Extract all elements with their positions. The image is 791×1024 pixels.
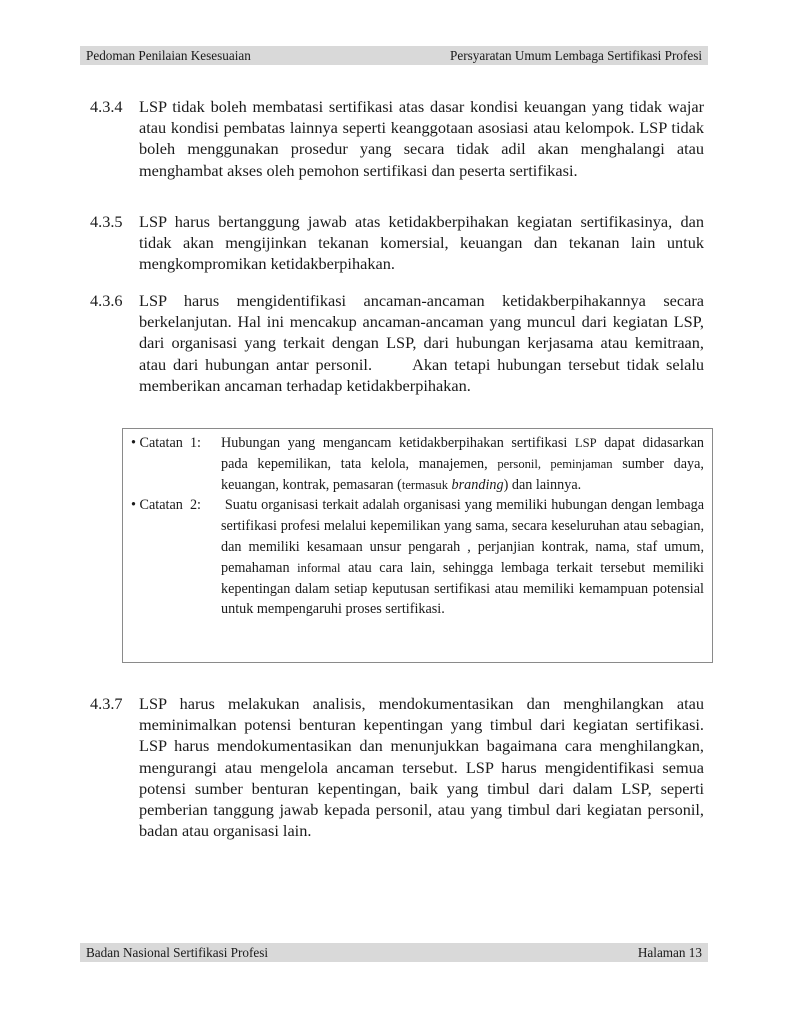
clause-4-3-7 <box>90 693 704 841</box>
header-document-title: Pedoman Penilaian Kesesuaian <box>86 48 251 63</box>
clause-number: 4.3.4 <box>90 97 123 116</box>
note-text-part: atau cara lain, sehingga lembaga terkait tersebut memiliki kepentingan dalam setiap keputusan sertifikasi atau memiliki kemampuan potensial untuk mempengaruhi proses sertifikasi. <box>221 559 705 618</box>
notes-box <box>122 428 713 663</box>
note-text-part: Suatu organisasi terkait adalah organisasi yang memiliki hubungan dengan lembaga sertifikasi profesi melalui kepemilikan yang sama, secara keseluruhan atau sebagian, dan memiliki kesamaan unsur pengarah , perjanjian kontrak, nama, staf umum, pemahaman <box>221 497 708 576</box>
note-text-part: Hubungan yang mengancam ketidakberpihakan sertifikasi <box>221 435 575 451</box>
note-text-part: ) dan lainnya. <box>503 476 582 493</box>
clause-text: LSP tidak boleh membatasi sertifikasi atas dasar kondisi keuangan yang tidak wajar atau kondisi pembatas lainnya seperti keanggotaan asosiasi atau kelompok. LSP tidak boleh menggunakan prosedur yang secara tidak adil akan menghalangi atau menghambat akses oleh pemohon sertifikasi dan peserta sertifikasi. <box>139 97 704 180</box>
clause-text: LSP harus mengidentifikasi ancaman-ancaman ketidakberpihakannya secara berkelanjutan. Hal ini mencakup ancaman-ancaman yang muncul dari kegiatan LSP, dari organisasi yang terkait dengan LSP, dari hubungan kerjasama atau kemitraan, atau dari hubungan antar personil. Akan tetapi hubungan tersebut tidak selalu memberikan ancaman terhadap ketidakberpihakan. <box>139 291 709 395</box>
note-text-part: sumber daya, keuangan, kontrak, pemasaran ( <box>221 455 704 493</box>
note-2 <box>131 495 708 620</box>
footer-organization: Badan Nasional Sertifikasi Profesi <box>86 945 269 960</box>
page-number: Halaman 13 <box>637 945 702 960</box>
clause-text: LSP harus melakukan analisis, mendokumentasikan dan menghilangkan atau meminimalkan potensi benturan kepentingan yang timbul dari kegiatan sertifikasi. LSP harus mendokumentasikan dan menunjukkan bagaimana cara menghilangkan, mengurangi atau mengelola ancaman tersebut. LSP harus mengidentifikasi semua potensi sumber benturan kepentingan, baik yang timbul dari dalam LSP, seperti pemberian tanggung jawab kepada personil, atau yang timbul dari kegiatan personil, badan atau organisasi lain. <box>139 694 704 841</box>
clause-4-3-4 <box>90 96 704 181</box>
clause-number: 4.3.5 <box>90 212 123 231</box>
note-text-part: personil, peminjaman <box>497 456 613 471</box>
clause-number: 4.3.6 <box>90 291 123 310</box>
note-label: • Catatan 1: <box>131 435 201 451</box>
note-1 <box>131 433 704 495</box>
note-text <box>221 433 704 495</box>
note-text <box>221 495 708 620</box>
note-text-part: LSP <box>574 436 597 450</box>
clause-number: 4.3.7 <box>90 694 123 713</box>
note-text-part: dapat didasarkan pada kepemilikan, tata kelola, manajemen, <box>221 435 704 472</box>
note-label: • Catatan 2: <box>131 497 201 514</box>
clause-4-3-6 <box>90 290 709 396</box>
clause-text: LSP harus bertanggung jawab atas ketidakberpihakan kegiatan sertifikasinya, dan tidak akan mengijinkan tekanan komersial, keuangan dan tekanan lain untuk mengkompromikan ketidakberpihakan. <box>139 212 704 274</box>
clause-4-3-5 <box>90 211 704 275</box>
note-text-part: informal <box>297 560 341 575</box>
page-footer <box>80 943 708 962</box>
note-text-italic: branding <box>451 476 504 493</box>
note-text-part: termasuk <box>401 477 448 492</box>
page-header <box>80 46 708 65</box>
header-section-title: Persyaratan Umum Lembaga Sertifikasi Profesi <box>450 48 702 63</box>
